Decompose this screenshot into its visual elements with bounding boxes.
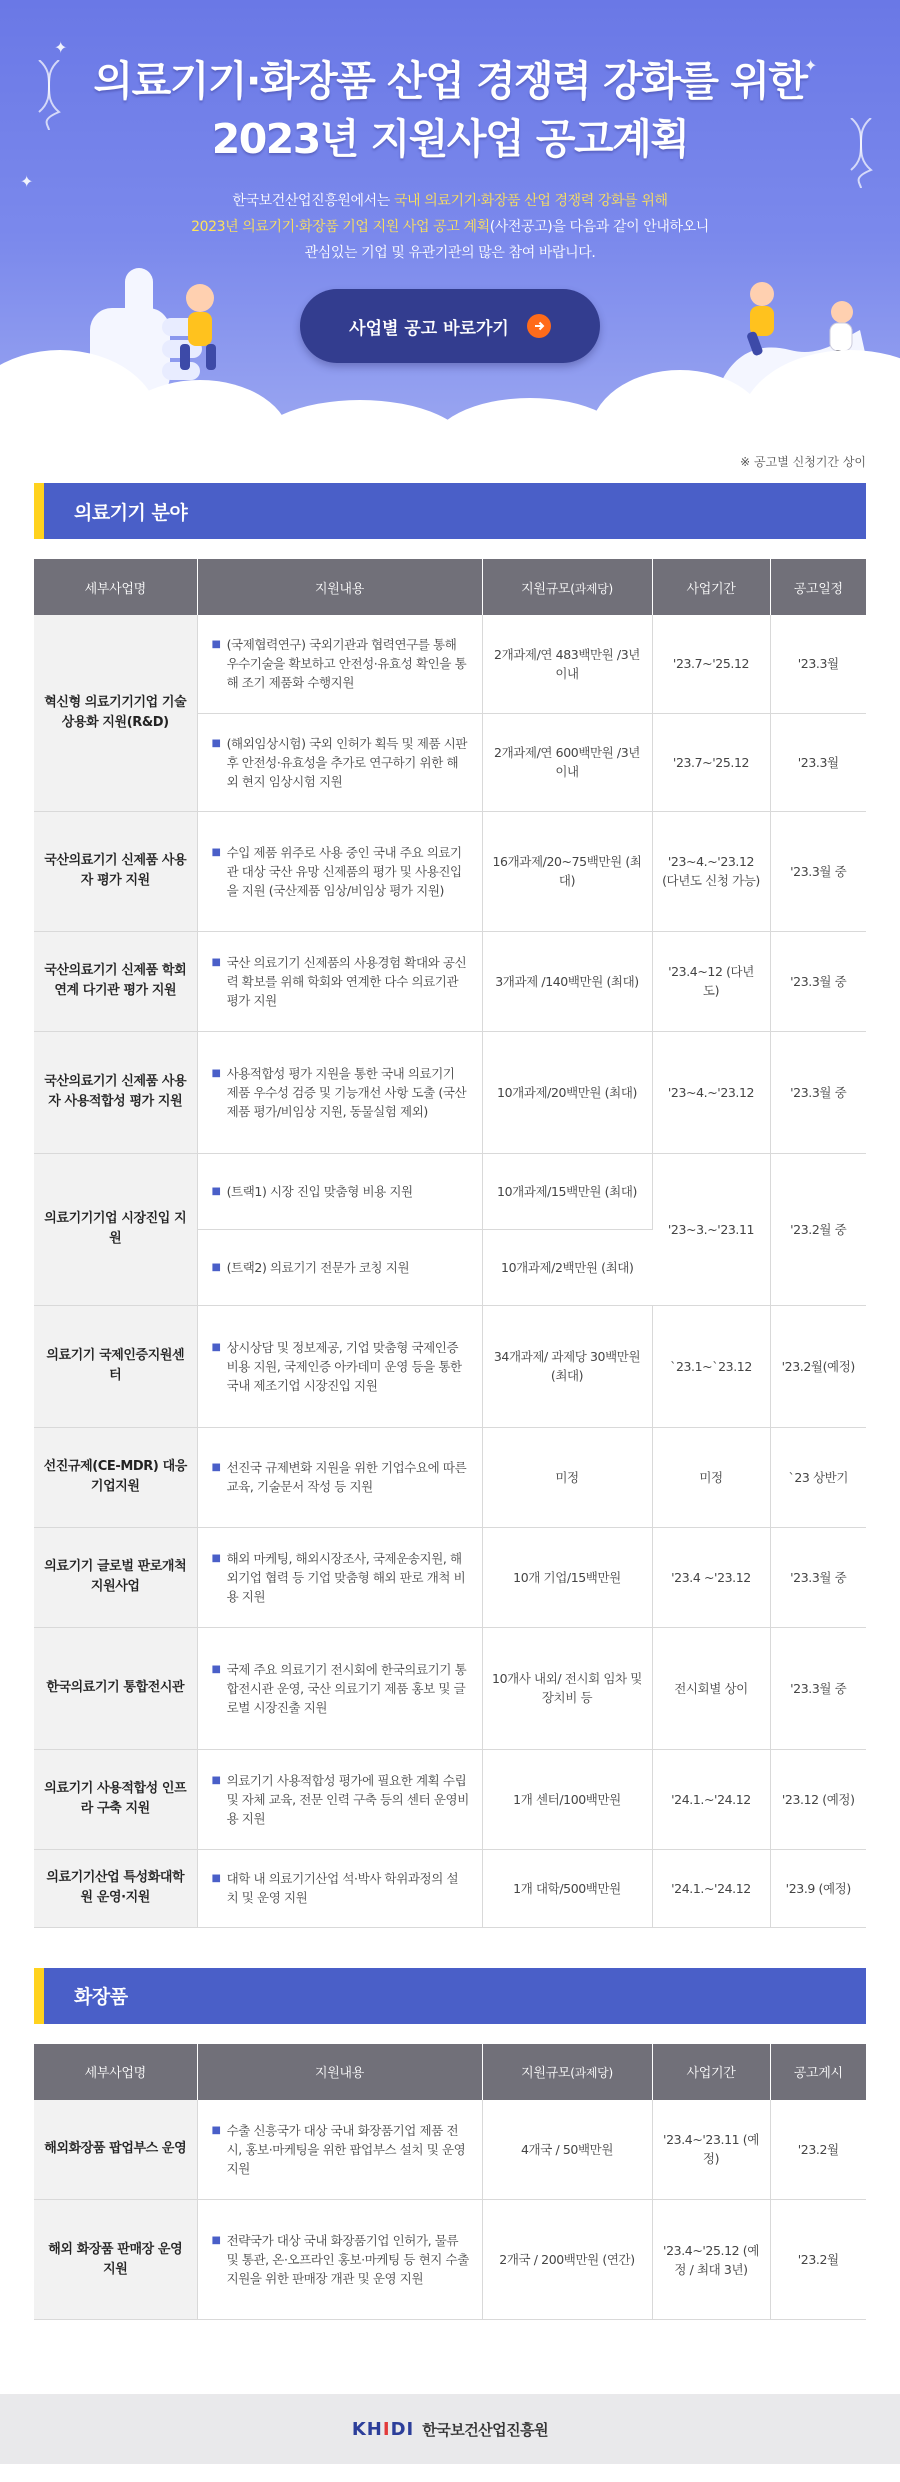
program-scale: 2개과제/연 600백만원 /3년이내	[482, 713, 652, 811]
program-content: ■ 대학 내 의료기기산업 석·박사 학위과정의 설치 및 운영 지원	[197, 1849, 482, 1927]
program-schedule: '23.3월 중	[770, 811, 866, 931]
desc-text: 관심있는 기업 및 유관기관의 많은 참여 바랍니다.	[304, 245, 596, 261]
program-name: 의료기기기업 시장진입 지원	[34, 1153, 197, 1305]
program-scale: 2개국 / 200백만원 (연간)	[482, 2200, 652, 2320]
program-name: 해외 화장품 판매장 운영 지원	[34, 2200, 197, 2320]
program-name: 의료기기산업 특성화대학원 운영·지원	[34, 1849, 197, 1927]
program-period: '23~3.~'23.11	[652, 1153, 770, 1305]
program-content: ■ 수입 제품 위주로 사용 중인 국내 주요 의료기관 대상 국산 유망 신제품의 평가 및 사용진입을 지원 (국산제품 임상/비임상 평가 지원)	[197, 811, 482, 931]
organization-name: 한국보건산업진흥원	[422, 2420, 549, 2439]
header-content: 지원내용	[197, 2044, 482, 2100]
table-row	[34, 1749, 866, 1849]
program-name: 혁신형 의료기기기업 기술상용화 지원(R&D)	[34, 615, 197, 811]
program-schedule: '23.3월 중	[770, 931, 866, 1031]
program-content: ■ 선진국 규제변화 지원을 위한 기업수요에 따른 교육, 기술문서 작성 등 지원	[197, 1427, 482, 1527]
arrow-right-icon	[527, 314, 551, 338]
program-scale: 1개 대학/500백만원	[482, 1849, 652, 1927]
program-name: 해외화장품 팝업부스 운영	[34, 2100, 197, 2200]
program-schedule: '23.2월 중	[770, 1153, 866, 1305]
program-scale: 3개과제 /140백만원 (최대)	[482, 931, 652, 1031]
program-content: ■ (트랙1) 시장 진입 맞춤형 비용 지원	[197, 1153, 482, 1229]
header-name: 세부사업명	[34, 559, 197, 615]
header-content: 지원내용	[197, 559, 482, 615]
program-name: 의료기기 국제인증지원센터	[34, 1305, 197, 1427]
header-name: 세부사업명	[34, 2044, 197, 2100]
program-period: 전시회별 상이	[652, 1627, 770, 1749]
table-row	[34, 1427, 866, 1527]
footer	[0, 2394, 900, 2464]
cosmetics-support-table	[34, 2044, 866, 2321]
program-period: '23~4.~'23.12 (다년도 신청 가능)	[652, 811, 770, 931]
header-period: 사업기간	[652, 559, 770, 615]
sparkle-icon: ✦	[804, 56, 818, 75]
table-row	[34, 811, 866, 931]
program-scale: 10개과제/15백만원 (최대)	[482, 1153, 652, 1229]
table-row	[34, 1031, 866, 1153]
program-content: ■ 해외 마케팅, 해외시장조사, 국제운송지원, 해외기업 협력 등 기업 맞춤형 해외 판로 개척 비용 지원	[197, 1527, 482, 1627]
program-period: '23.7~'25.12	[652, 615, 770, 713]
section-title: 의료기기 분야	[74, 501, 188, 524]
program-schedule: `23 상반기	[770, 1427, 866, 1527]
program-period: '23~4.~'23.12	[652, 1031, 770, 1153]
program-scale: 10개과제/2백만원 (최대)	[482, 1229, 652, 1305]
page-title	[0, 52, 900, 168]
program-name: 한국의료기기 통합전시관	[34, 1627, 197, 1749]
program-schedule: '23.3월 중	[770, 1031, 866, 1153]
program-schedule: '23.2월	[770, 2100, 866, 2200]
program-period: '24.1.~'24.12	[652, 1849, 770, 1927]
program-content: ■ 국산 의료기기 신제품의 사용경험 확대와 공신력 확보를 위해 학회와 연계한 다수 의료기관 평가 지원	[197, 931, 482, 1031]
program-period: '24.1.~'24.12	[652, 1749, 770, 1849]
table-row	[34, 1153, 866, 1229]
table-header-row	[34, 2044, 866, 2100]
program-content: ■ (국제협력연구) 국외기관과 협력연구를 통해 우수기술을 확보하고 안전성·유효성 확인을 통해 조기 제품화 수행지원	[197, 615, 482, 713]
program-schedule: '23.9 (예정)	[770, 1849, 866, 1927]
program-schedule: '23.3월	[770, 615, 866, 713]
program-scale: 미정	[482, 1427, 652, 1527]
notice-text: ※ 공고별 신청기간 상이	[740, 455, 866, 469]
program-scale: 10개 기업/15백만원	[482, 1527, 652, 1627]
section-title: 화장품	[74, 1986, 128, 2008]
program-scale: 16개과제/20~75백만원 (최대)	[482, 811, 652, 931]
desc-text: (사전공고)을 다음과 같이 안내하오니	[489, 219, 709, 235]
program-period: `23.1~`23.12	[652, 1305, 770, 1427]
title-line-2: 2023년 지원사업 공고계획	[211, 115, 689, 163]
program-schedule: '23.2월	[770, 2200, 866, 2320]
table-row	[34, 1527, 866, 1627]
program-content: ■ 수출 신흥국가 대상 국내 화장품기업 제품 전시, 홍보·마케팅을 위한 팝업부스 설치 및 운영 지원	[197, 2100, 482, 2200]
hero-banner	[0, 0, 900, 435]
table-row	[34, 1305, 866, 1427]
program-name: 의료기기 글로벌 판로개척 지원사업	[34, 1527, 197, 1627]
section-header-cosmetics	[34, 1968, 866, 2024]
table-row	[34, 1849, 866, 1927]
program-content: ■ 사용적합성 평가 지원을 통한 국내 의료기기 제품 우수성 검증 및 기능개선 사항 도출 (국산제품 평가/비임상 지원, 동물실험 제외)	[197, 1031, 482, 1153]
program-schedule: '23.3월 중	[770, 1627, 866, 1749]
table-header-row	[34, 559, 866, 615]
program-schedule: '23.2월(예정)	[770, 1305, 866, 1427]
khidi-logo: KHIDI	[351, 2418, 415, 2440]
table-row	[34, 931, 866, 1031]
program-scale: 2개과제/연 483백만원 /3년이내	[482, 615, 652, 713]
program-schedule: '23.12 (예정)	[770, 1749, 866, 1849]
program-schedule: '23.3월	[770, 713, 866, 811]
table-row	[34, 2100, 866, 2200]
go-to-announcements-button[interactable]	[300, 289, 600, 363]
program-content: ■ 의료기기 사용적합성 평가에 필요한 계획 수립 및 자체 교육, 전문 인력 구축 등의 센터 운영비용 지원	[197, 1749, 482, 1849]
header-schedule: 공고일정	[770, 559, 866, 615]
program-period: '23.4 ~'23.12	[652, 1527, 770, 1627]
sparkle-icon: ✦	[54, 38, 68, 57]
program-scale: 4개국 / 50백만원	[482, 2100, 652, 2200]
program-content: ■ (트랙2) 의료기기 전문가 코칭 지원	[197, 1229, 482, 1305]
desc-highlight: 2023년 의료기기·화장품 기업 지원 사업 공고 계획	[191, 219, 490, 235]
program-content: ■ 전략국가 대상 국내 화장품기업 인허가, 물류 및 통관, 온·오프라인 홍보·마케팅 등 현지 수출 지원을 위한 판매장 개관 및 운영 지원	[197, 2200, 482, 2320]
program-scale: 10개사 내외/ 전시회 임차 및 장치비 등	[482, 1627, 652, 1749]
program-name: 의료기기 사용적합성 인프라 구축 지원	[34, 1749, 197, 1849]
button-label: 사업별 공고 바로가기	[349, 318, 509, 339]
desc-highlight: 국내 의료기기·화장품 산업 경쟁력 강화를 위해	[393, 193, 668, 209]
program-name: 국산의료기기 신제품 사용자 평가 지원	[34, 811, 197, 931]
program-scale: 1개 센터/100백만원	[482, 1749, 652, 1849]
header-scale: 지원규모(과제당)	[482, 2044, 652, 2100]
program-name: 선진규제(CE-MDR) 대응 기업지원	[34, 1427, 197, 1527]
program-scale: 34개과제/ 과제당 30백만원 (최대)	[482, 1305, 652, 1427]
table-row	[34, 1627, 866, 1749]
program-period: '23.4~'23.11 (예정)	[652, 2100, 770, 2200]
program-schedule: '23.3월 중	[770, 1527, 866, 1627]
header-scale: 지원규모(과제당)	[482, 559, 652, 615]
medical-support-table	[34, 559, 866, 1928]
program-period: '23.7~'25.12	[652, 713, 770, 811]
program-name: 국산의료기기 신제품 학회 연계 다기관 평가 지원	[34, 931, 197, 1031]
header-period: 사업기간	[652, 2044, 770, 2100]
program-period: 미정	[652, 1427, 770, 1527]
program-name: 국산의료기기 신제품 사용자 사용적합성 평가 지원	[34, 1031, 197, 1153]
program-period: '23.4~12 (다년도)	[652, 931, 770, 1031]
header-schedule: 공고게시	[770, 2044, 866, 2100]
title-line-1: 의료기기·화장품 산업 경쟁력 강화를 위한	[93, 57, 807, 105]
program-scale: 10개과제/20백만원 (최대)	[482, 1031, 652, 1153]
program-period: '23.4~'25.12 (예정 / 최대 3년)	[652, 2200, 770, 2320]
program-content: ■ 상시상담 및 정보제공, 기업 맞춤형 국제인증 비용 지원, 국제인증 아카데미 운영 등을 통한 국내 제조기업 시장진입 지원	[197, 1305, 482, 1427]
sparkle-icon: ✦	[20, 172, 34, 191]
desc-text: 한국보건산업진흥원에서는	[232, 193, 394, 209]
table-row	[34, 2200, 866, 2320]
section-header-medical	[34, 483, 866, 539]
program-content: ■ (해외임상시험) 국외 인허가 획득 및 제품 시판후 안전성·유효성을 추가로 연구하기 위한 해외 현지 임상시험 지원	[197, 713, 482, 811]
table-row	[34, 615, 866, 713]
program-content: ■ 국제 주요 의료기기 전시회에 한국의료기기 통합전시관 운영, 국산 의료기기 제품 홍보 및 글로벌 시장진출 지원	[197, 1627, 482, 1749]
